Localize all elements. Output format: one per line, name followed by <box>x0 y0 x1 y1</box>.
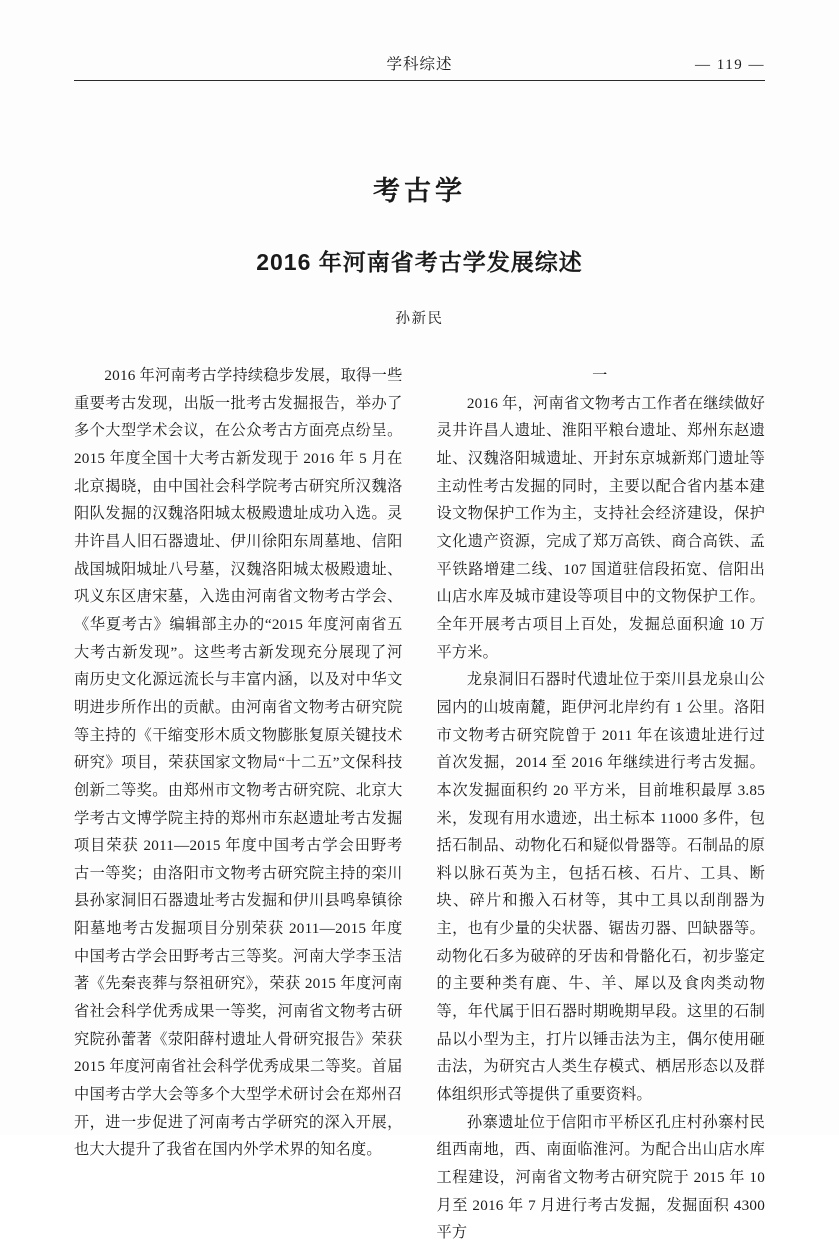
page-number: — 119 — <box>695 57 765 73</box>
body-columns <box>74 362 765 1247</box>
paragraph: 2016 年河南考古学持续稳步发展，取得一些重要考古发现，出版一批考古发掘报告，举办了多个大型学术会议，在公众考古方面亮点纷呈。2015 年度全国十大考古新发现于 2016 年 5 月在北京揭晓，由中国社会科学院考古研究所汉魏洛阳队发掘的汉魏洛阳城太极殿遗址成功入选。灵井许昌人旧石器遗址、伊川徐阳东周墓地、信阳战国城阳城址八号墓，汉魏洛阳城太极殿遗址、巩义东区唐宋墓，入选由河南省文物考古学会、《华夏考古》编辑部主办的“2015 年度河南省五大考古新发现”。这些考古新发现充分展现了河南历史文化源远流长与丰富内涵，以及对中华文明进步所作出的贡献。由河南省文物考古研究院等主持的《干缩变形木质文物膨胀复原关键技术研究》项目，荣获国家文物局“十二五”文保科技创新二等奖。由郑州市文物考古研究院、北京大学考古文博学院主持的郑州市东赵遗址考古发掘项目荣获 2011—2015 年度中国考古学会田野考古一等奖；由洛阳市文物考古研究院主持的栾川县孙家洞旧石器遗址考古发掘和伊川县鸣皋镇徐阳墓地考古发掘项目分别荣获 2011—2015 年度中国考古学会田野考古三等奖。河南大学李玉洁著《先秦丧葬与祭祖研究》，荣获 2015 年度河南省社会科学优秀成果一等奖，河南省文物考古研究院孙蕾著《荥阳薛村遗址人骨研究报告》荣获 2015 年度河南省社会科学优秀成果二等奖。首届中国考古学大会等多个大型学术研讨会在郑州召开，进一步促进了河南考古学研究的深入开展，也大大提升了我省在国内外学术界的知名度。 <box>74 367 403 1159</box>
left-column <box>74 362 403 1247</box>
right-column <box>437 362 766 1247</box>
header-rule <box>74 80 765 81</box>
article-title: 2016 年河南省考古学发展综述 <box>256 249 583 275</box>
author-name: 孙新民 <box>395 311 444 327</box>
paragraph: 龙泉洞旧石器时代遗址位于栾川县龙泉山公园内的山坡南麓，距伊河北岸约有 1 公里。洛阳市文物考古研究院曾于 2011 年在该遗址进行过首次发掘，2014 至 2016 年继续进行考古发掘。本次发掘面积约 20 平方米，目前堆积最厚 3.85 米，发现有用水遗迹，出土标本 11000 多件，包括石制品、动物化石和疑似骨器等。石制品的原料以脉石英为主，包括石核、石片、工具、断块、碎片和搬入石材等，其中工具以刮削器为主，也有少量的尖状器、锯齿刃器、凹缺器等。动物化石多为破碎的牙齿和骨骼化石，初步鉴定的主要种类有鹿、牛、羊、犀以及食肉类动物等，年代属于旧石器时期晚期早段。这里的石制品以小型为主，打片以锤击法为主，偶尔使用砸击法，为研究古人类生存模式、栖居形态以及群体组织形式等提供了重要资料。 <box>436 671 765 1104</box>
section-title: 考古学 <box>373 176 466 206</box>
paragraph: 2016 年，河南省文物考古工作者在继续做好灵井许昌人遗址、淮阳平粮台遗址、郑州东赵遗址、汉魏洛阳城遗址、开封东京城新郑门遗址等主动性考古发掘的同时，主要以配合省内基本建设文物保护工作为主，支持社会经济建设，保护文化遗产资源，完成了郑万高铁、商合高铁、孟平铁路增建二线、107 国道驻信段拓宽、信阳出山店水库及城市建设等项目中的文物保护工作。全年开展考古项目上百处，发掘总面积逾 10 万平方米。 <box>436 394 765 661</box>
section-mark: 一 <box>592 367 610 384</box>
paragraph: 孙寨遗址位于信阳市平桥区孔庄村孙寨村民组西南地，西、南面临淮河。为配合出山店水库工程建设，河南省文物考古研究院于 2015 年 10 月至 2016 年 7 月进行考古发掘，发掘面积 4300 平方 <box>436 1113 765 1242</box>
running-head <box>74 44 765 74</box>
running-head-title: 学科综述 <box>386 56 453 73</box>
